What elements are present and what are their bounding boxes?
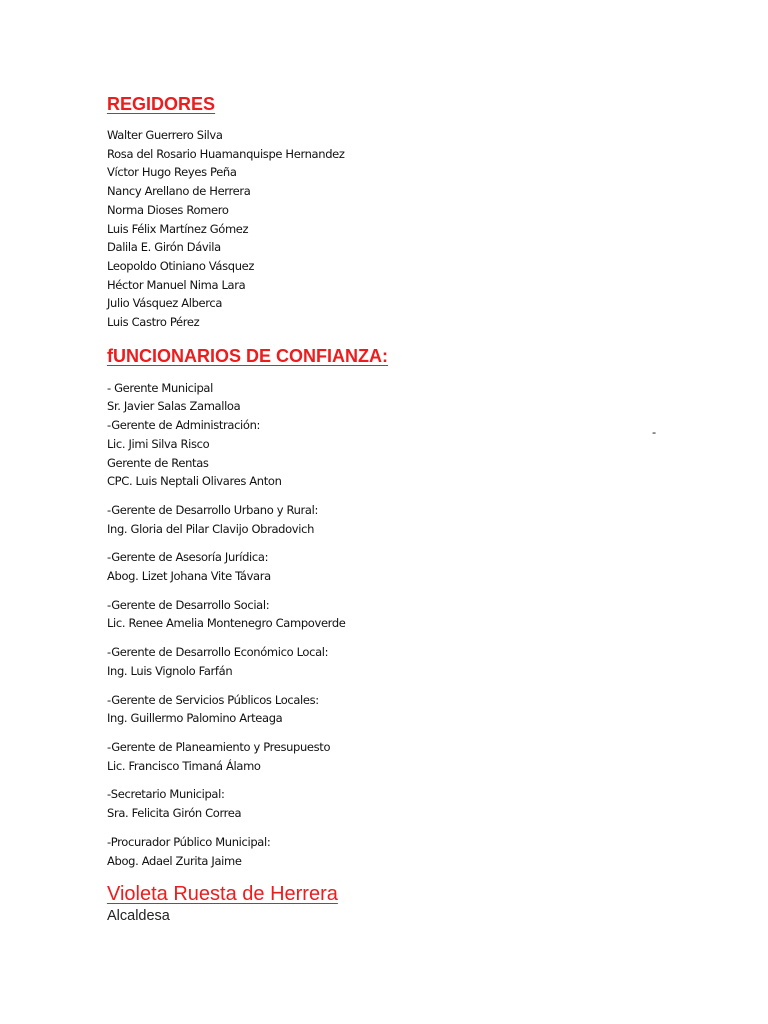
funcionario-line: Lic. Jimi Silva Risco: [107, 436, 210, 451]
regidor-name: Nancy Arellano de Herrera: [107, 184, 251, 199]
funcionario-role: -Secretario Municipal:: [107, 787, 225, 802]
funcionario-person: Ing. Gloria del Pilar Clavijo Obradovich: [107, 521, 315, 536]
funcionario-person: Lic. Renee Amelia Montenegro Campoverde: [107, 616, 346, 631]
regidor-name: Héctor Manuel Nima Lara: [107, 277, 246, 292]
funcionario-person: Sra. Felicita Girón Correa: [107, 806, 242, 821]
funcionario-block: [107, 738, 707, 775]
regidor-name: Luis Félix Martínez Gómez: [107, 221, 249, 236]
regidores-heading: REGIDORES: [107, 94, 216, 114]
funcionario-role: -Gerente de Desarrollo Social:: [107, 597, 270, 612]
funcionario-block: [107, 643, 707, 680]
regidor-name: Walter Guerrero Silva: [107, 128, 223, 142]
funcionario-role: -Gerente de Desarrollo Económico Local:: [107, 645, 329, 660]
regidor-name: Leopoldo Otiniano Vásquez: [107, 258, 255, 273]
funcionario-person: Ing. Guillermo Palomino Arteaga: [107, 711, 283, 726]
regidor-name: Luis Castro Pérez: [107, 315, 200, 330]
mayor-title: Alcaldesa: [107, 908, 170, 925]
funcionario-line: -Gerente de Administración:: [107, 418, 261, 433]
mayor-name: Violeta Ruesta de Herrera: [107, 883, 338, 906]
funcionario-person: Lic. Francisco Timaná Álamo: [107, 758, 261, 773]
funcionario-person: Abog. Lizet Johana Vite Távara: [107, 569, 271, 584]
funcionario-role: -Gerente de Asesoría Jurídica:: [107, 550, 269, 565]
funcionario-block: [107, 833, 707, 870]
funcionario-role: -Procurador Público Municipal:: [107, 834, 271, 849]
funcionario-line: CPC. Luis Neptali Olivares Anton: [107, 474, 282, 489]
funcionario-role: -Gerente de Planeamiento y Presupuesto: [107, 739, 331, 754]
regidor-name: Julio Vásquez Alberca: [107, 296, 223, 311]
funcionarios-heading: fUNCIONARIOS DE CONFIANZA:: [107, 345, 388, 366]
regidor-name: Rosa del Rosario Huamanquispe Hernandez: [107, 146, 345, 161]
funcionario-line: Gerente de Rentas: [107, 455, 209, 470]
funcionario-role: -Gerente de Servicios Públicos Locales:: [107, 692, 319, 707]
regidor-name: Víctor Hugo Reyes Peña: [107, 165, 237, 180]
funcionario-person: Abog. Adael Zurita Jaime: [107, 853, 242, 868]
funcionario-line: Sr. Javier Salas Zamalloa: [107, 399, 241, 414]
funcionario-block: [107, 548, 707, 585]
funcionario-block: [107, 501, 707, 538]
funcionario-role: -Gerente de Desarrollo Urbano y Rural:: [107, 502, 318, 517]
funcionario-line: - Gerente Municipal: [107, 380, 213, 395]
funcionario-block: [107, 379, 707, 491]
funcionario-person: Ing. Luis Vignolo Farfán: [107, 663, 233, 678]
regidor-name: Dalila E. Girón Dávila: [107, 240, 221, 255]
regidores-list: [107, 126, 707, 332]
funcionario-block: [107, 691, 707, 728]
regidor-name: Norma Dioses Romero: [107, 202, 229, 217]
funcionario-block: [107, 596, 707, 633]
funcionario-block: [107, 785, 707, 822]
document-page: [107, 92, 707, 926]
stray-dash-mark: -: [652, 424, 657, 439]
